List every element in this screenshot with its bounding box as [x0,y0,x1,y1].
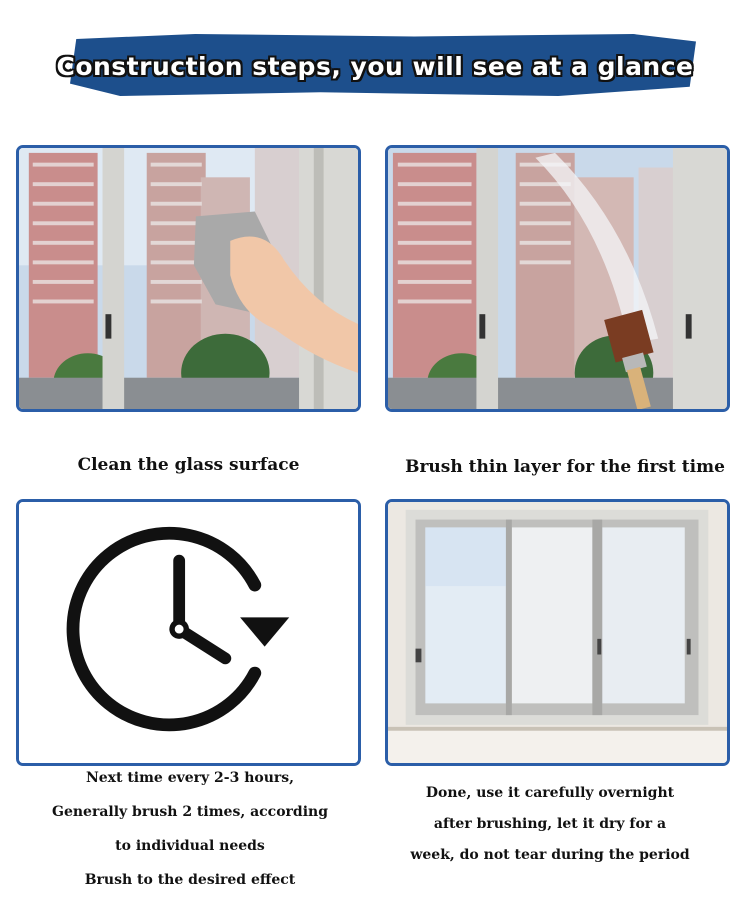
step-clean-caption: Clean the glass surface [77,455,300,475]
note-line: to individual needs [115,838,265,854]
note-line: Generally brush 2 times, according [52,804,328,820]
wait-notes [20,761,360,897]
note-line: Brush to the desired effect [84,872,296,888]
note-line: week, do not tear during the period [410,847,690,863]
step-done-image [385,499,730,766]
step-brush-caption: Brush thin layer for the first time [405,457,725,477]
note-line: Done, use it carefully overnight [425,785,675,801]
note-line: after brushing, let it dry for a [433,816,667,832]
note-line: Next time every 2-3 hours, [85,770,295,786]
step-clean-image [16,145,361,412]
step-brush-image [385,145,730,412]
step-wait-image [16,499,361,766]
done-notes [385,778,715,871]
page-title: Construction steps, you will see at a glance [56,52,694,81]
